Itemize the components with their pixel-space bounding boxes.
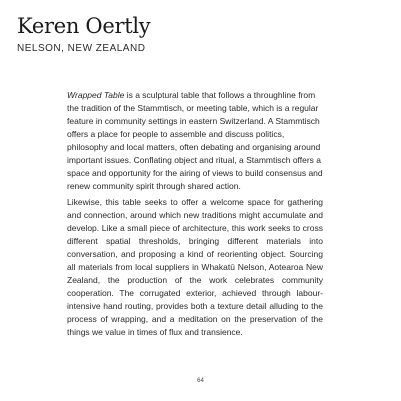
artist-name-heading: Keren Oertly <box>17 14 151 38</box>
paragraph-1-text: is a sculptural table that follows a throughline from the tradition of the Stammtisch, or meeting table, which is a regular feature in community settings in eastern Switzerland. A Stammtisch offers a place for people to assemble and discuss politics, philosophy and local matters, often debating and organising around important issues. Conflating object and ritual, a Stammtisch offers a space and opportunity for the airing of views to build consensus and renew community spirit through shared action. <box>67 90 323 191</box>
paragraph-2: Likewise, this table seeks to offer a welcome space for gathering and connection, around which new traditions might accumulate and develop. Like a small piece of architecture, this work seeks to cross different spatial thresholds, bringing different materials into conversation, and proposing a kind of reorienting object. Sourcing all materials from local suppliers in Whakatū Nelson, Aotearoa New Zealand, the production of the work celebrates community cooperation. The corrugated exterior, achieved through labour-intensive hand routing, provides both a texture detail alluding to the process of wrapping, and a meditation on the preservation of the things we value in times of flux and transience. <box>67 197 323 337</box>
artwork-title: Wrapped Table <box>67 90 125 100</box>
paragraph-1 <box>67 89 323 193</box>
artwork-description <box>67 89 323 339</box>
artist-location: NELSON, NEW ZEALAND <box>17 43 146 54</box>
page-number: 64 <box>197 378 204 384</box>
